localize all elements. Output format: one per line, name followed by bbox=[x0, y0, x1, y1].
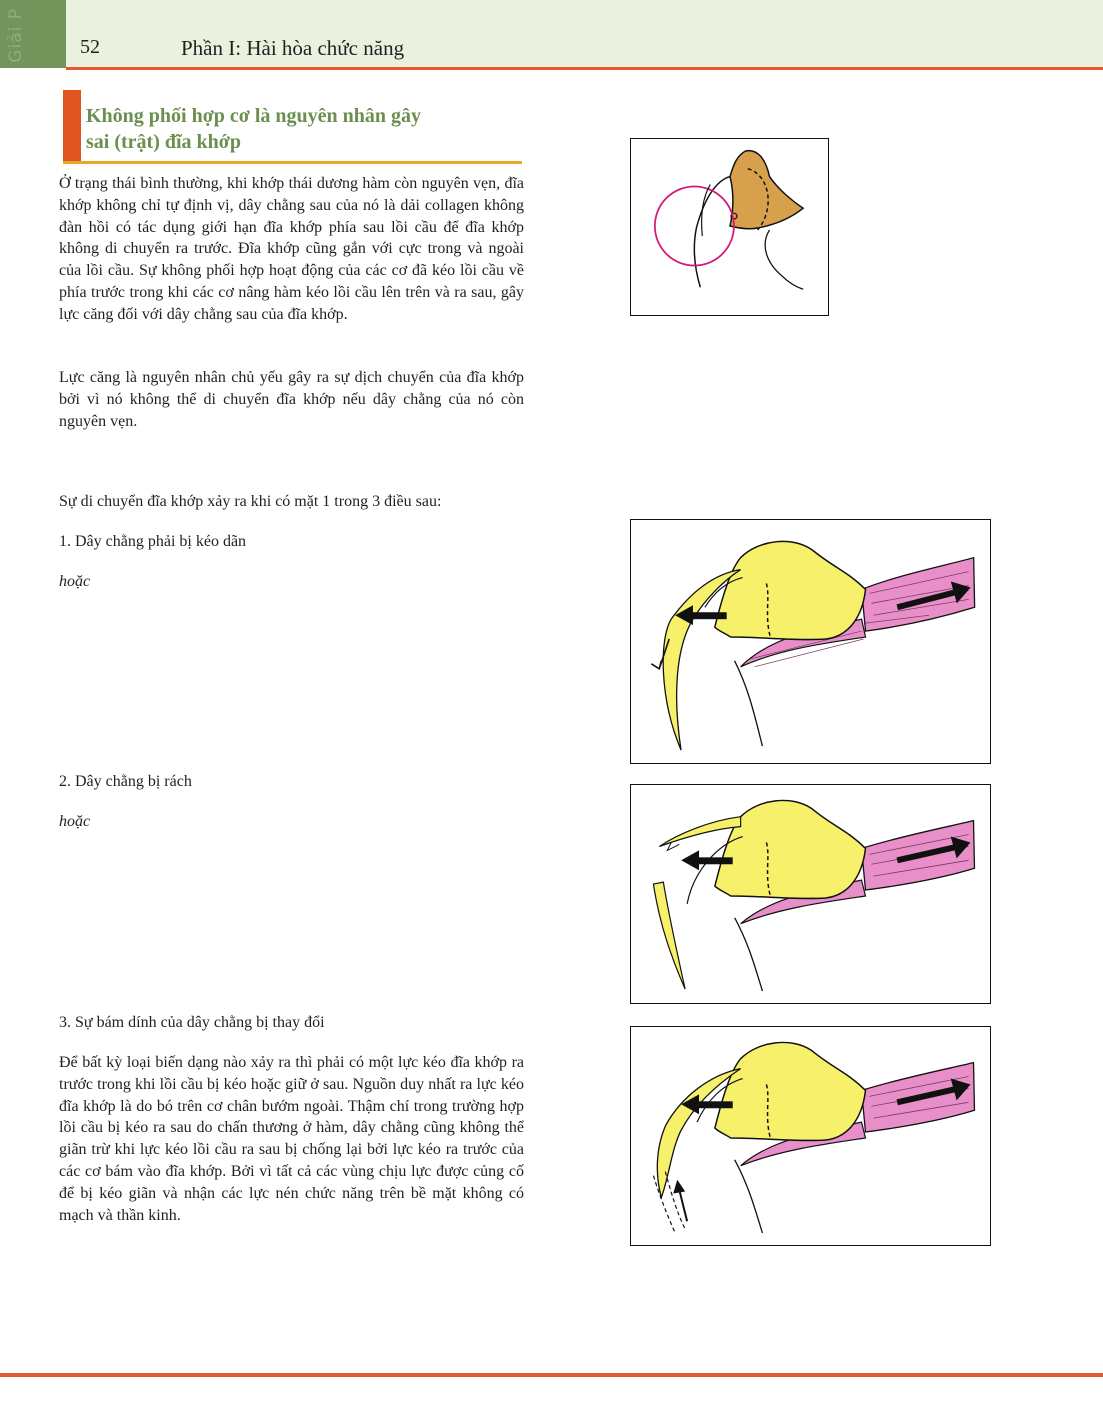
section-heading-line1: Không phối hợp cơ là nguyên nhân gây bbox=[86, 105, 422, 127]
normal-disc-illustration bbox=[631, 139, 828, 315]
header-rule bbox=[66, 67, 1103, 70]
chapter-side-tab bbox=[0, 0, 66, 68]
running-title: Phần I: Hài hòa chức năng bbox=[181, 36, 405, 60]
torn-ligament-illustration bbox=[631, 785, 990, 1003]
list-item-3: 3. Sự bám dính của dây chằng bị thay đổi bbox=[59, 1014, 325, 1031]
footer-rule bbox=[0, 1373, 1103, 1377]
side-tab-text: Giải P bbox=[6, 8, 26, 63]
page-number: 52 bbox=[80, 36, 100, 58]
page-header bbox=[0, 0, 1103, 68]
paragraph-tension: Lực căng là nguyên nhân chủ yếu gây ra sự dịch chuyển của đĩa khớp bởi vì nó không thể di chuyển đĩa khớp nếu dây chằng của nó còn nguyên vẹn. bbox=[59, 369, 524, 430]
figure-normal-disc bbox=[630, 138, 829, 316]
figure-altered-attachment bbox=[630, 1026, 991, 1246]
list-item-1: 1. Dây chằng phải bị kéo dãn bbox=[59, 533, 247, 550]
heading-underline bbox=[63, 161, 522, 164]
altered-attachment-illustration bbox=[631, 1027, 990, 1245]
figure-torn-ligament bbox=[630, 784, 991, 1004]
list-or-1: hoặc bbox=[59, 573, 91, 590]
section-heading bbox=[86, 103, 506, 155]
section-heading-line2: sai (trật) đĩa khớp bbox=[86, 131, 241, 153]
paragraph-force: Để bất kỳ loại biến dạng nào xảy ra thì phải có một lực kéo đĩa khớp ra trước trong khi lồi cầu bị kéo hoặc giữ ở sau. Nguồn duy nhất ra lực kéo đĩa khớp là do bó trên cơ chân bướm ngoài. Thậm chí trong trường hợp lồi cầu bị kéo ra sau do chấn thương ở hàm, dây chằng cũng không thể giãn trừ khi lực kéo lồi cầu ra sau bị chống lại bởi lực kéo ra trước của các cơ bám vào đĩa khớp. Bởi vì tất cả các vùng chịu lực được củng cố để bị kéo giãn và nhận các lực nén chức năng trên bề mặt không có mạch và thần kinh. bbox=[59, 1054, 524, 1224]
heading-accent-bar bbox=[63, 90, 81, 162]
stretched-ligament-illustration bbox=[631, 520, 990, 763]
figure-stretched-ligament bbox=[630, 519, 991, 764]
list-item-2: 2. Dây chằng bị rách bbox=[59, 773, 192, 790]
paragraph-normal-state: Ở trạng thái bình thường, khi khớp thái dương hàm còn nguyên vẹn, đĩa khớp không chỉ tự định vị, dây chằng sau của nó là dải collagen không đàn hồi có tác dụng giới hạn đĩa khớp phía sau lồi cầu để đĩa khớp không di chuyển ra trước. Đĩa khớp cũng gắn với cực trong và ngoài của lồi cầu. Sự không phối hợp hoạt động của các cơ đã kéo lồi cầu về phía trước trong khi các cơ nâng hàm kéo lồi cầu lên trên và ra sau, gây lực căng đối với dây chằng sau của đĩa khớp. bbox=[59, 175, 524, 323]
list-or-2: hoặc bbox=[59, 813, 91, 830]
list-intro: Sự di chuyển đĩa khớp xảy ra khi có mặt 1 trong 3 điều sau: bbox=[59, 493, 442, 510]
